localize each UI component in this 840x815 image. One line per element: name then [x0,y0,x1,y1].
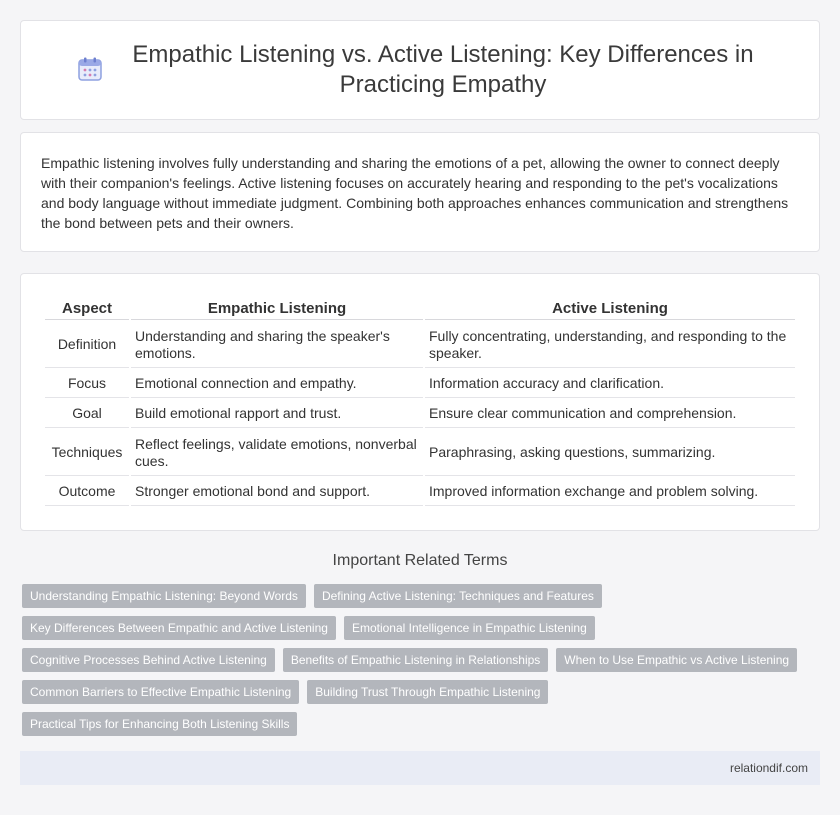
aspect-cell: Techniques [45,430,129,476]
column-header-active: Active Listening [425,296,795,320]
empathic-cell: Build emotional rapport and trust. [131,400,423,428]
active-cell: Paraphrasing, asking questions, summarizing. [425,430,795,476]
table-row [45,400,795,428]
related-term-tag[interactable]: Building Trust Through Empathic Listening [307,680,548,704]
aspect-cell: Definition [45,322,129,368]
related-term-tag[interactable]: Key Differences Between Empathic and Active Listening [22,616,336,640]
aspect-cell: Focus [45,370,129,398]
column-header-empathic: Empathic Listening [131,296,423,320]
comparison-table-card [20,273,820,531]
calendar-icon [77,56,103,82]
empathic-cell: Reflect feelings, validate emotions, nonverbal cues. [131,430,423,476]
related-terms-list [22,584,822,736]
table-row [45,322,795,368]
aspect-cell: Outcome [45,478,129,506]
table-header-row [45,296,795,320]
footer [20,751,820,785]
page-title: Empathic Listening vs. Active Listening: Key Differences in Practicing Empathy [132,41,754,98]
table-row [45,370,795,398]
header-card [20,20,820,120]
intro-paragraph: Empathic listening involves fully understanding and sharing the emotions of a pet, allowing the owner to connect deeply with their companion's feelings. Active listening focuses on accurately hearing and responding to the pet's vocalizations and body language without immediate judgment. Combining both approaches enhances communication and strengthens the bond between pets and their owners. [41,155,789,231]
related-term-tag[interactable]: Defining Active Listening: Techniques and Features [314,584,602,608]
active-cell: Improved information exchange and problem solving. [425,478,795,506]
table-row [45,430,795,476]
intro-card [20,132,820,252]
related-term-tag[interactable]: Common Barriers to Effective Empathic Listening [22,680,299,704]
active-cell: Fully concentrating, understanding, and responding to the speaker. [425,322,795,368]
empathic-cell: Understanding and sharing the speaker's emotions. [131,322,423,368]
empathic-cell: Emotional connection and empathy. [131,370,423,398]
header [70,40,770,100]
related-term-tag[interactable]: Cognitive Processes Behind Active Listening [22,648,275,672]
related-term-tag[interactable]: Emotional Intelligence in Empathic Listening [344,616,595,640]
related-term-tag[interactable]: Benefits of Empathic Listening in Relationships [283,648,548,672]
active-cell: Information accuracy and clarification. [425,370,795,398]
aspect-cell: Goal [45,400,129,428]
related-term-tag[interactable]: When to Use Empathic vs Active Listening [556,648,797,672]
empathic-cell: Stronger emotional bond and support. [131,478,423,506]
active-cell: Ensure clear communication and comprehension. [425,400,795,428]
site-name[interactable]: relationdif.com [729,761,808,775]
related-term-tag[interactable]: Understanding Empathic Listening: Beyond Words [22,584,306,608]
related-terms-title: Important Related Terms [332,552,508,569]
related-term-tag[interactable]: Practical Tips for Enhancing Both Listening Skills [22,712,297,736]
column-header-aspect: Aspect [45,296,129,320]
table-row [45,478,795,506]
comparison-table [43,294,797,508]
